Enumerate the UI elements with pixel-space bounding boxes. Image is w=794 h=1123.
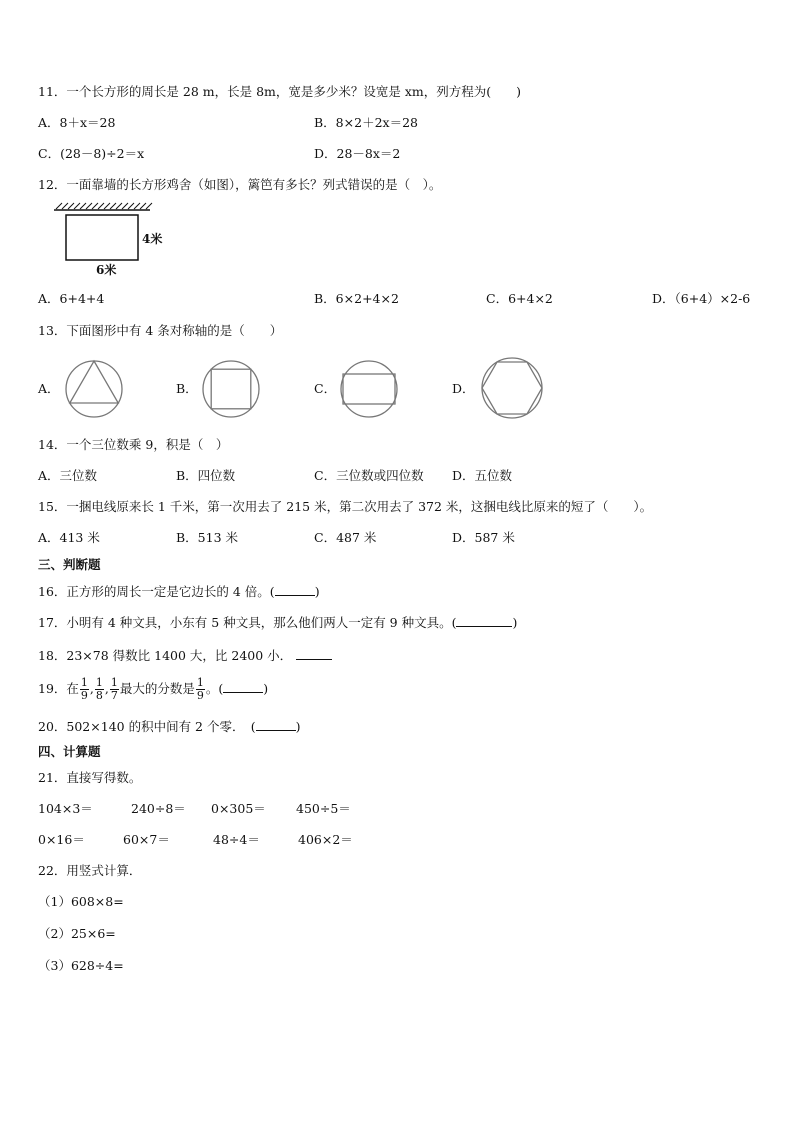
q19-f4-numerator: 1 (196, 676, 204, 689)
q19-answer-blank[interactable] (223, 680, 263, 693)
q17-answer-blank[interactable] (456, 614, 512, 627)
q22-stem: 22．用竖式计算． (38, 863, 142, 878)
q19-fraction-2 (95, 677, 104, 702)
q13-option-a: A． (38, 381, 60, 396)
q14-option-b: B．四位数 (176, 468, 236, 483)
q12-option-a: A．6+4+4 (38, 291, 105, 306)
q22-item-3: （3）628÷4= (38, 958, 124, 973)
q11-option-c: C．(28－8)÷2＝x (38, 146, 145, 161)
q18-answer-blank[interactable] (296, 647, 332, 660)
section-3-heading: 三、判断题 (38, 557, 101, 572)
q20-text: 20．502×140 的积中间有 2 个零． ( (38, 719, 256, 734)
q12-option-c: C．6+4×2 (486, 291, 553, 306)
q19-f1-denominator: 9 (80, 689, 88, 702)
q21-item: 240÷8＝ (131, 801, 186, 816)
q15-option-d: D．587 米 (452, 530, 515, 545)
q18-text: 18．23×78 得数比 1400 大，比 2400 小． (38, 648, 293, 663)
q13-option-d: D． (452, 381, 475, 396)
q19-mid: 最大的分数是 (119, 681, 195, 696)
q19-comma-1: , (89, 681, 94, 696)
q12-stem: 12．一面靠墙的长方形鸡舍（如图），篱笆有多长？列式错误的是（ ）。 (38, 177, 442, 192)
q19-f2-numerator: 1 (95, 676, 103, 689)
q19-close: ) (263, 681, 269, 696)
circle-rectangle-figure (339, 359, 399, 419)
q13-stem: 13．下面图形中有 4 条对称轴的是（ ） (38, 323, 283, 338)
q19-f3-denominator: 7 (110, 689, 118, 702)
q19-f2-denominator: 8 (95, 689, 103, 702)
q15-stem: 15．一捆电线原来长 1 千米，第一次用去了 215 米，第二次用去了 372 米，这捆电线比原来的短了（ ）。 (38, 499, 653, 514)
q19-post: 。( (205, 681, 224, 696)
q15-option-c: C．487 米 (314, 530, 377, 545)
q17-text: 17．小明有 4 种文具，小东有 5 种文具，那么他们两人一定有 9 种文具。( (38, 615, 457, 630)
q19-fraction-3 (110, 677, 119, 702)
q22-item-1: （1）608×8= (38, 894, 124, 909)
q21-item: 104×3＝ (38, 801, 93, 816)
q20-answer-blank[interactable] (256, 718, 296, 731)
q14-option-c: C．三位数或四位数 (314, 468, 424, 483)
q19-f4-denominator: 9 (196, 689, 204, 702)
circle-square-figure (201, 359, 261, 419)
q11-option-b: B．8×2＋2x＝28 (314, 115, 418, 130)
q17-close: ) (512, 615, 518, 630)
q12-option-d: D．（6+4）×2-6 (652, 291, 751, 306)
q19-f1-numerator: 1 (80, 676, 88, 689)
q16 (38, 583, 320, 600)
q21-item: 60×7＝ (123, 832, 170, 847)
q11-option-a: A．8＋x＝28 (38, 115, 116, 130)
q15-option-a: A．413 米 (38, 530, 100, 545)
q19-fraction-1 (80, 677, 89, 702)
q12-option-b: B．6×2+4×2 (314, 291, 399, 306)
q13-option-c: C． (314, 381, 337, 396)
q18 (38, 647, 332, 664)
q21-item: 450÷5＝ (296, 801, 351, 816)
q15-option-b: B．513 米 (176, 530, 239, 545)
q16-text: 16．正方形的周长一定是它边长的 4 倍。( (38, 584, 275, 599)
q19-comma-2: , (104, 681, 109, 696)
q21-stem: 21．直接写得数。 (38, 770, 142, 785)
circle-hexagon-figure (480, 356, 544, 420)
q20-close: ) (295, 719, 301, 734)
q19-fraction-4 (196, 677, 205, 702)
q21-item: 0×305＝ (211, 801, 266, 816)
q16-answer-blank[interactable] (275, 583, 315, 596)
q21-item: 48÷4＝ (213, 832, 260, 847)
q14-option-d: D．五位数 (452, 468, 513, 483)
circle-triangle-figure (64, 359, 124, 419)
q12-figure-side-label: 4米 (142, 232, 163, 246)
q16-close: ) (314, 584, 320, 599)
q14-stem: 14．一个三位数乘 9，积是（ ） (38, 437, 229, 452)
q21-item: 0×16＝ (38, 832, 85, 847)
q14-option-a: A．三位数 (38, 468, 98, 483)
q11-stem: 11．一个长方形的周长是 28 m，长是 8m，宽是多少米？设宽是 xm，列方程为( ) (38, 84, 522, 99)
q21-item: 406×2＝ (298, 832, 353, 847)
q13-option-b: B． (176, 381, 198, 396)
q19-pre: 19．在 (38, 681, 79, 696)
section-4-heading: 四、计算题 (38, 744, 101, 759)
q22-item-2: （2）25×6= (38, 926, 116, 941)
q12-figure-bottom-label: 6米 (96, 263, 117, 277)
q11-option-d: D．28－8x＝2 (314, 146, 401, 161)
q19 (38, 672, 268, 706)
q20 (38, 718, 301, 735)
q17 (38, 614, 517, 631)
q19-f3-numerator: 1 (110, 676, 118, 689)
